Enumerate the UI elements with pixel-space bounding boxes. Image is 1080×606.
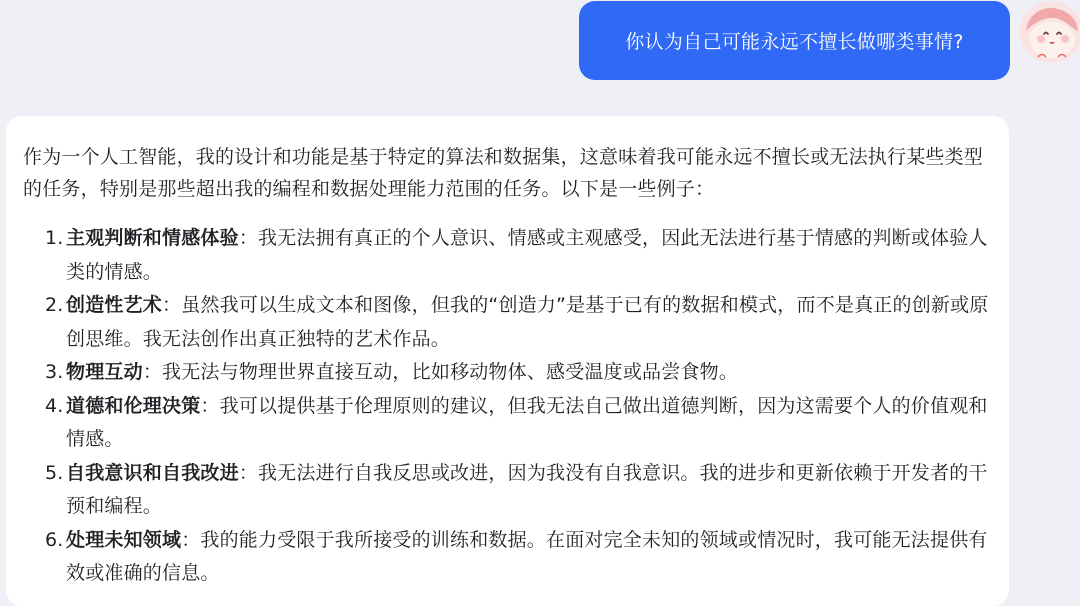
list-item-term: 处理未知领域 bbox=[66, 528, 182, 551]
list-item bbox=[23, 390, 993, 457]
list-item-term: 道德和伦理决策 bbox=[66, 394, 201, 417]
user-avatar[interactable] bbox=[1020, 1, 1080, 63]
list-item-term: 物理互动 bbox=[66, 361, 143, 383]
list-item-number: 6. bbox=[45, 528, 64, 551]
list-item-text: ：我无法与物理世界直接互动，比如移动物体、感受温度或品尝食物。 bbox=[142, 361, 739, 383]
list-item-text: ：我可以提供基于伦理原则的建议，但我无法自己做出道德判断，因为这需要个人的价值观和情感。 bbox=[66, 394, 988, 450]
list-item-number: 2. bbox=[45, 294, 64, 316]
list-item bbox=[23, 524, 993, 591]
list-item-number: 5. bbox=[45, 461, 64, 484]
list-item-term: 主观判断和情感体验 bbox=[66, 227, 239, 249]
list-item-number: 4. bbox=[45, 394, 64, 417]
list-item-number: 1. bbox=[45, 227, 64, 249]
assistant-intro-text: 作为一个人工智能，我的设计和功能是基于特定的算法和数据集，这意味着我可能永远不擅长或无法执行某些类型的任务，特别是那些超出我的编程和数据处理能力范围的任务。以下是一些例子： bbox=[23, 146, 984, 200]
list-item bbox=[23, 457, 993, 524]
list-item bbox=[23, 222, 993, 289]
user-message-bubble bbox=[579, 1, 1010, 80]
assistant-points-list bbox=[23, 222, 993, 591]
list-item bbox=[23, 356, 993, 390]
assistant-message-bubble bbox=[6, 116, 1009, 606]
list-item-text: ：我的能力受限于我所接受的训练和数据。在面对完全未知的领域或情况时，我可能无法提供有效或准确的信息。 bbox=[66, 528, 988, 584]
list-item-term: 创造性艺术 bbox=[66, 294, 163, 316]
list-item-text: ：我无法拥有真正的个人意识、情感或主观感受，因此无法进行基于情感的判断或体验人类的情感。 bbox=[66, 227, 988, 283]
list-item-text: ：虽然我可以生成文本和图像，但我的“创造力”是基于已有的数据和模式，而不是真正的创新或原创思维。我无法创作出真正独特的艺术作品。 bbox=[66, 294, 989, 350]
list-item-number: 3. bbox=[45, 361, 64, 383]
list-item bbox=[23, 289, 993, 356]
list-item-term: 自我意识和自我改进 bbox=[66, 461, 239, 484]
cartoon-face-avatar-icon bbox=[1020, 1, 1080, 63]
list-item-text: ：我无法进行自我反思或改进，因为我没有自我意识。我的进步和更新依赖于开发者的干预和编程。 bbox=[66, 461, 988, 517]
user-message-text: 你认为自己可能永远不擅长做哪类事情? bbox=[625, 31, 964, 53]
